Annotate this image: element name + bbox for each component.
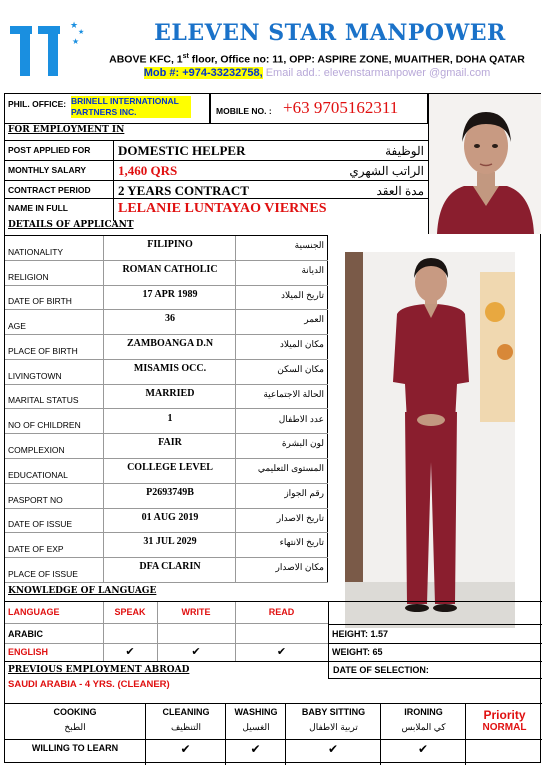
height-value: 1.57 [370, 629, 389, 639]
skill-header: WASHING الغسيل [225, 704, 285, 739]
detail-label: DATE OF EXP [8, 544, 64, 555]
full-body-photo [345, 252, 515, 628]
email-address: Email add.: elevenstarmanpower @gmail.com [262, 67, 491, 79]
skill-header: IRONING كي الملابس [380, 704, 465, 739]
detail-row [5, 236, 328, 261]
detail-value: DFA CLARIN [139, 561, 201, 573]
detail-row [5, 310, 328, 335]
detail-label: PLACE OF ISSUE [8, 568, 78, 579]
detail-arabic-label: تاريخ الميلاد [281, 289, 324, 300]
skill-tick: ✔ [285, 740, 380, 765]
detail-arabic-label: تاريخ الاصدار [276, 512, 324, 523]
mobile-number: Mob #: +974-33232758, [143, 67, 263, 79]
portrait-photo [428, 94, 541, 234]
detail-label: LIVINGTOWN [8, 370, 62, 381]
detail-label: NATIONALITY [8, 246, 64, 257]
detail-arabic-label: مكان الميلاد [279, 339, 324, 350]
svg-text:★: ★ [78, 29, 85, 36]
detail-value: MISAMIS OCC. [133, 362, 207, 374]
priority-label: Priority [483, 708, 526, 722]
detail-arabic-label: المستوى التعليمي [257, 463, 324, 474]
svg-text:★: ★ [72, 37, 80, 46]
employment-row: MONTHLY SALARY 1,460 QRS الراتب الشهري [5, 160, 428, 180]
employment-arabic-label: الراتب الشهري [349, 164, 424, 178]
employment-value: 1,460 QRS [118, 163, 178, 178]
skill-header: COOKING الطبخ [53, 707, 97, 732]
phil-office-cell: PHIL. OFFICE: BRINELL INTERNATIONAL PARTNERS INC. [5, 94, 210, 124]
detail-value: 36 [165, 313, 175, 325]
language-header: LANGUAGE [8, 607, 60, 617]
skill-tick: ✔ [145, 740, 225, 765]
detail-value: P2693749B [146, 486, 194, 498]
phil-office-value: BRINELL INTERNATIONAL PARTNERS INC. [71, 96, 191, 118]
detail-row [5, 286, 328, 311]
detail-value: MARRIED [145, 387, 195, 399]
svg-text:★: ★ [70, 20, 79, 30]
detail-arabic-label: مكان الاصدار [275, 562, 324, 573]
company-logo [8, 18, 88, 78]
language-section-title: KNOWLEDGE OF LANGUAGE [8, 586, 157, 596]
detail-row [5, 261, 328, 286]
detail-arabic-label: رقم الجواز [284, 487, 324, 498]
weight-value: 65 [372, 647, 383, 657]
details-section-title: DETAILS OF APPLICANT [8, 220, 134, 230]
language-table [5, 601, 542, 658]
date-of-selection-label: DATE OF SELECTION: [333, 665, 429, 675]
priority-value: NORMAL [482, 722, 527, 733]
willing-to-learn-label: WILLING TO LEARN [31, 743, 119, 753]
employment-arabic-label: الوظيفة [385, 144, 424, 158]
employment-row: NAME IN FULL LELANIE LUNTAYAO VIERNES [5, 198, 428, 220]
detail-row [5, 360, 328, 385]
employment-row: CONTRACT PERIOD 2 YEARS CONTRACT مدة العقد [5, 180, 428, 198]
detail-row [5, 509, 328, 534]
detail-label: RELIGION [8, 271, 49, 282]
detail-row [5, 385, 328, 410]
skills-table [5, 703, 542, 764]
speak-header: SPEAK [114, 607, 146, 617]
employment-value: LELANIE LUNTAYAO VIERNES [118, 201, 327, 216]
employment-section-title: FOR EMPLOYMENT IN [8, 125, 125, 135]
detail-label: PLACE OF BIRTH [8, 345, 78, 356]
detail-arabic-label: الجنسية [294, 240, 324, 250]
detail-value: ROMAN CATHOLIC [122, 263, 218, 275]
detail-value: COLLEGE LEVEL [127, 462, 213, 474]
detail-arabic-label: الديانة [301, 264, 324, 275]
detail-arabic-label: تاريخ الانتهاء [279, 537, 324, 548]
portrait-image [429, 94, 541, 234]
detail-value: 1 [167, 412, 173, 424]
read-header: READ [268, 607, 295, 617]
company-contact [92, 67, 542, 79]
detail-row [5, 533, 328, 558]
height-cell: HEIGHT: 1.57 [328, 624, 542, 644]
full-body-image [345, 252, 515, 628]
detail-label: PASPORT NO [8, 494, 63, 505]
mobile-value: +63 9705162311 [283, 98, 399, 117]
detail-arabic-label: لون البشرة [281, 438, 324, 449]
detail-value: 01 AUG 2019 [141, 511, 199, 523]
skill-header: CLEANING التنظيف [145, 704, 225, 739]
detail-row [5, 484, 328, 509]
skill-tick: ✔ [225, 740, 285, 765]
detail-label: EDUCATIONAL [8, 469, 68, 480]
detail-arabic-label: عدد الاطفال [278, 413, 324, 424]
skill-tick: ✔ [380, 740, 465, 765]
detail-arabic-label: مكان السكن [277, 363, 324, 374]
language-header-row [5, 602, 328, 624]
previous-employment-value: SAUDI ARABIA - 4 YRS. (CLEANER) [8, 679, 170, 690]
detail-label: NO OF CHILDREN [8, 420, 81, 431]
detail-row [5, 558, 328, 583]
detail-row [5, 459, 328, 484]
language-row: ARABIC [5, 624, 328, 644]
detail-value: 31 JUL 2029 [143, 536, 197, 548]
detail-value: FILIPINO [147, 239, 193, 250]
employment-arabic-label: مدة العقد [376, 184, 424, 198]
company-name: ELEVEN STAR MANPOWER [154, 20, 506, 46]
detail-row [5, 335, 328, 360]
detail-row [5, 410, 328, 435]
detail-label: COMPLEXION [8, 445, 65, 456]
header [0, 0, 546, 92]
detail-arabic-label: العمر [304, 314, 324, 325]
detail-value: FAIR [158, 437, 182, 449]
weight-cell: WEIGHT: 65 [332, 647, 383, 657]
details-table [5, 235, 328, 582]
detail-row [5, 434, 328, 459]
detail-arabic-label: الحالة الاجتماعية [263, 388, 324, 399]
skill-header: BABY SITTING تربية الاطفال [285, 704, 380, 739]
detail-value: 17 APR 1989 [142, 288, 198, 300]
employment-value: DOMESTIC HELPER [118, 143, 246, 158]
write-header: WRITE [181, 607, 211, 617]
priority-cell [465, 704, 542, 739]
company-address: ABOVE KFC, 1st floor, Office no: 11, OPP: ASPIRE ZONE, MUAITHER, DOHA QATAR [109, 53, 525, 66]
mobile-cell: MOBILE NO. : +63 9705162311 [210, 94, 428, 124]
detail-label: DATE OF BIRTH [8, 296, 72, 307]
previous-employment [5, 661, 542, 703]
detail-value: ZAMBOANGA D.N [126, 338, 214, 350]
detail-label: MARITAL STATUS [8, 395, 79, 406]
previous-section-title: PREVIOUS EMPLOYMENT ABROAD [8, 665, 190, 675]
application-form [4, 93, 541, 763]
detail-label: AGE [8, 321, 26, 332]
employment-value: 2 YEARS CONTRACT [118, 183, 249, 198]
detail-label: DATE OF ISSUE [8, 519, 73, 530]
employment-row: POST APPLIED FOR DOMESTIC HELPER الوظيفة [5, 140, 428, 160]
language-row: ENGLISH ✔ ✔ ✔ [8, 646, 287, 658]
